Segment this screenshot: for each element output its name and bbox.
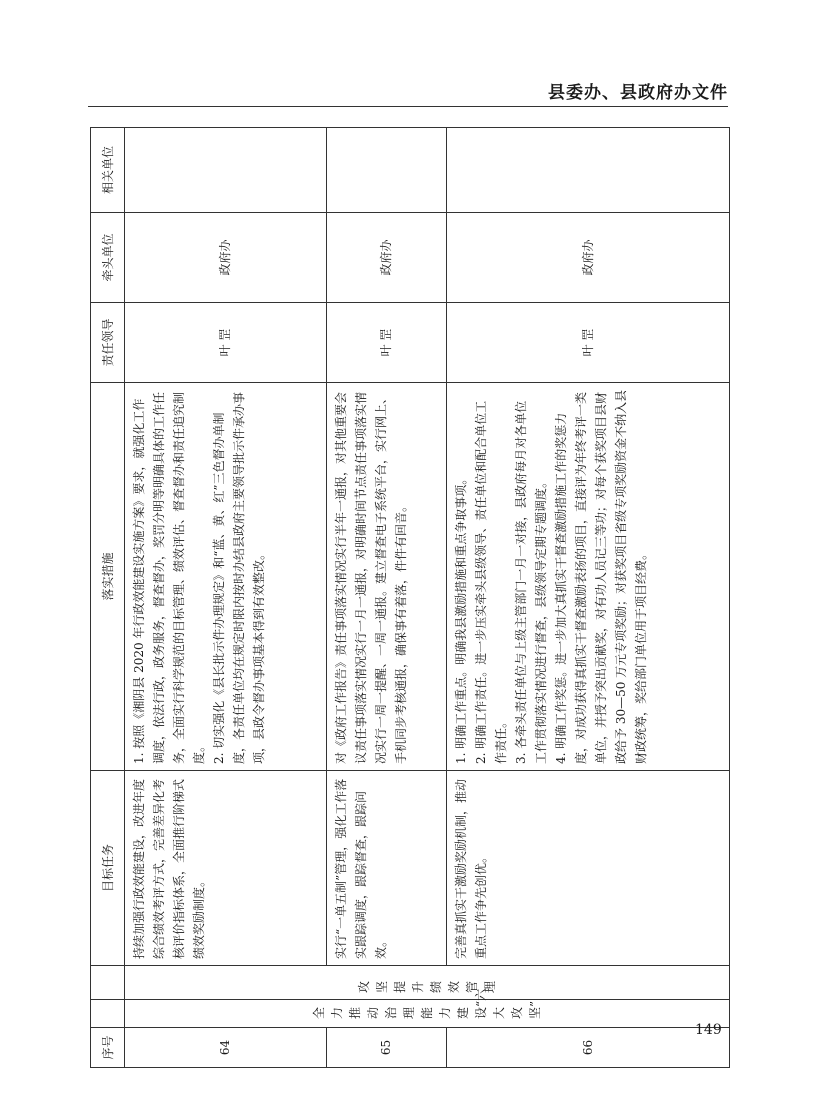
task-cell: 实行“一单五制”管理，强化工作落实跟踪调度，跟踪督查，跟踪问效。 <box>326 771 446 966</box>
page-number: 149 <box>695 1022 722 1038</box>
measures-cell: 1. 按照《湘阴县 2020 年行政效能建设实施方案》要求，就强化工作调度，依法行政，政务服务，督查督办，奖罚分明等明确具体的工作任务，全面实行科学规范的目标管理、绩效评估、督查督办和责任追究制度。 2. 切实强化《县长批示件办理规定》和“蓝、黄、红”三色督办单制度，各责任单位均在规定时限内按时办结县政府主要领导批示件承办事项，县政令督办事项基本得到有效整改。 <box>125 383 327 771</box>
col-header-category <box>91 1000 125 1028</box>
leader-cell: 叶 罡 <box>125 303 327 383</box>
leader-cell: 叶 罡 <box>326 303 446 383</box>
table-header-row <box>91 128 125 1068</box>
col-header-leader: 责任领导 <box>91 303 125 383</box>
lead-unit-cell: 政府办 <box>125 213 327 303</box>
col-header-measures: 落实措施 <box>91 383 125 771</box>
rotated-table-container <box>90 128 730 1068</box>
task-table <box>90 127 730 1068</box>
row-number: 64 <box>125 1028 327 1068</box>
measures-cell: 对《政府工作报告》责任事项落实情况实行半年一通报，对其他重要会议责任事项落实情况实行一月一通报，对明确时间节点责任事项落实情况实行一周一提醒、一周一通报。建立督查电子系统平台，实行网上、手机同步考核通报，确保事有着落，件件有回音。 <box>326 383 446 771</box>
related-unit-cell <box>125 128 327 213</box>
header-divider <box>88 106 728 107</box>
row-number: 65 <box>326 1028 446 1068</box>
subcategory-cell: 攻坚提升绩效管理 <box>125 966 730 1000</box>
row-number: 66 <box>447 1028 730 1068</box>
col-header-related: 相关单位 <box>91 128 125 213</box>
task-cell: 完善真抓实干激励奖励机制，推动重点工作争先创优。 <box>447 771 730 966</box>
document-header-title: 县委办、县政府办文件 <box>548 83 728 103</box>
lead-unit-cell: 政府办 <box>447 213 730 303</box>
related-unit-cell <box>326 128 446 213</box>
leader-cell: 叶 罡 <box>447 303 730 383</box>
table-row <box>326 128 446 1068</box>
table-row <box>447 128 730 1068</box>
col-header-task: 目标任务 <box>91 771 125 966</box>
table-row <box>125 128 327 1068</box>
related-unit-cell <box>447 128 730 213</box>
task-cell: 持续加强行政效能建设，改进年度综合绩效考评方式，完善差异化考核评价指标体系，全面推行阶梯式绩效奖励制度。 <box>125 771 327 966</box>
lead-unit-cell: 政府办 <box>326 213 446 303</box>
category-cell: 全力推动治理能力建设“六大攻坚” <box>125 1000 730 1028</box>
col-header-lead-unit: 牵头单位 <box>91 213 125 303</box>
col-header-no: 序号 <box>91 1028 125 1068</box>
col-header-subcategory <box>91 966 125 1000</box>
measures-cell: 1. 明确工作重点。明确我县激励措施和重点争取事项。 2. 明确工作责任。进一步压实牵头县级领导、责任单位和配合单位工作责任。 3. 各牵头责任单位与上级主管部门一月一对接，县政府每月对各单位工作贯彻落实情况进行督查，县级领导定期专题调度。 4. 明确工作奖惩。进一步加大真抓实干督查激励措施工作的奖惩力度，对成功获得真抓实干督查激励表扬的项目，直接评为年终考评一类单位，并授予突出贡献奖，对有功人员记三等功；对每个获奖项目县财政给予 30—50 万元专项奖励；对获奖项目省级专项奖励资金不纳入县财政统筹，奖给部门单位用于项目经费。 <box>447 383 730 771</box>
